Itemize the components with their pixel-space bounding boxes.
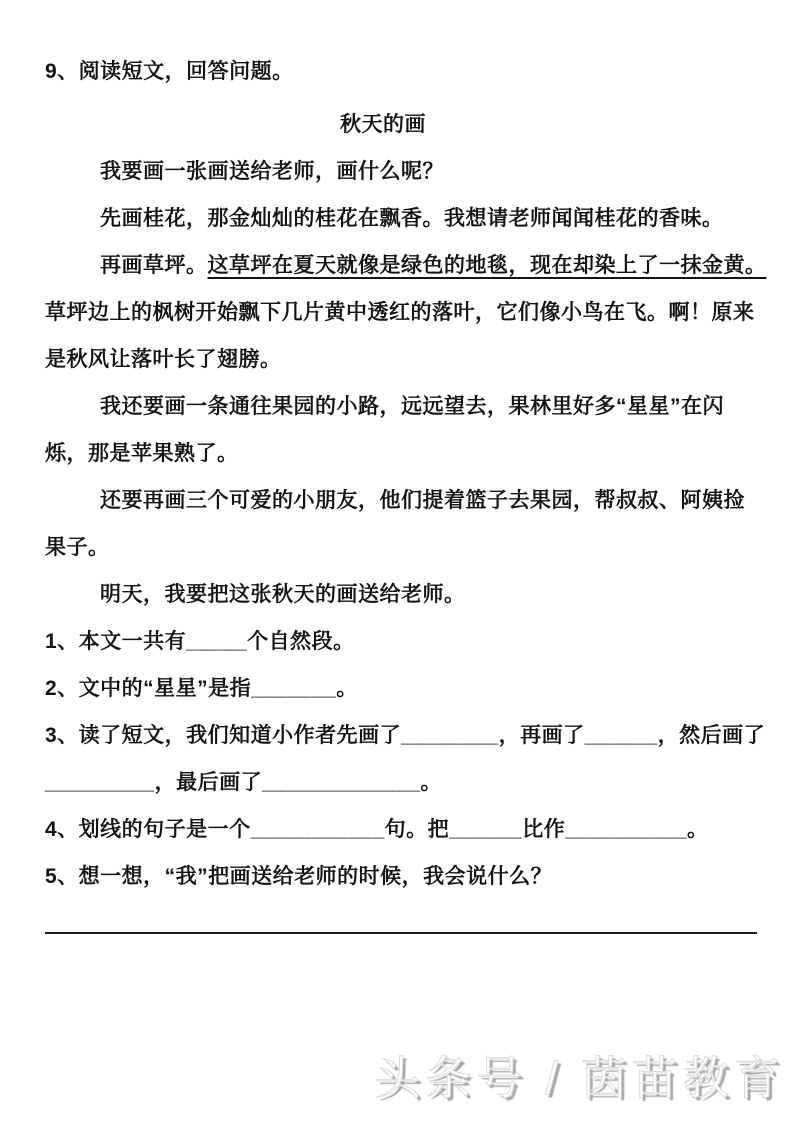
para3-prefix: 再画草坪。 [100,254,208,277]
question-3-line2: _________，最后画了_____________。 [45,771,442,794]
underlined-sentence: 这草坪在夏天就像是绿色的地毯，现在却染上了一抹金黄。 [207,254,767,277]
question-2: 2、文中的“星星”是指_______。 [45,677,358,700]
passage-para4-line1: 我还要画一条通往果园的小路，远远望去，果林里好多“星星”在闪 [100,395,724,418]
question-5: 5、想一想，“我”把画送给老师的时候，我会说什么？ [45,865,553,888]
passage-para2: 先画桂花，那金灿灿的桂花在飘香。我想请老师闻闻桂花的香味。 [100,207,724,230]
passage-para5-line2: 果子。 [45,536,110,559]
passage-title: 秋天的画 [340,113,426,136]
passage-para3-line2: 草坪边上的枫树开始飘下几片黄中透红的落叶，它们像小鸟在飞。啊！原来 [45,301,755,324]
section-header: 9、阅读短文，回答问题。 [45,60,294,83]
passage-para1: 我要画一张画送给老师，画什么呢？ [100,160,444,183]
footer-divider [45,932,757,934]
question-4: 4、划线的句子是一个___________句。把______比作__________。 [45,818,709,841]
passage-para3-line3: 是秋风让落叶长了翅膀。 [45,348,282,371]
watermark: 头条号 / 茵苗教育 [374,1052,785,1104]
passage-para5-line1: 还要再画三个可爱的小朋友，他们提着篮子去果园，帮叔叔、阿姨捡 [100,489,745,512]
question-3-line1: 3、读了短文，我们知道小作者先画了________，再画了______，然后画了 [45,724,766,747]
passage-para6: 明天，我要把这张秋天的画送给老师。 [100,583,466,606]
passage-para3-line1 [45,242,767,289]
passage-para4-line2: 烁，那是苹果熟了。 [45,442,239,465]
question-1: 1、本文一共有_____个自然段。 [45,630,355,653]
